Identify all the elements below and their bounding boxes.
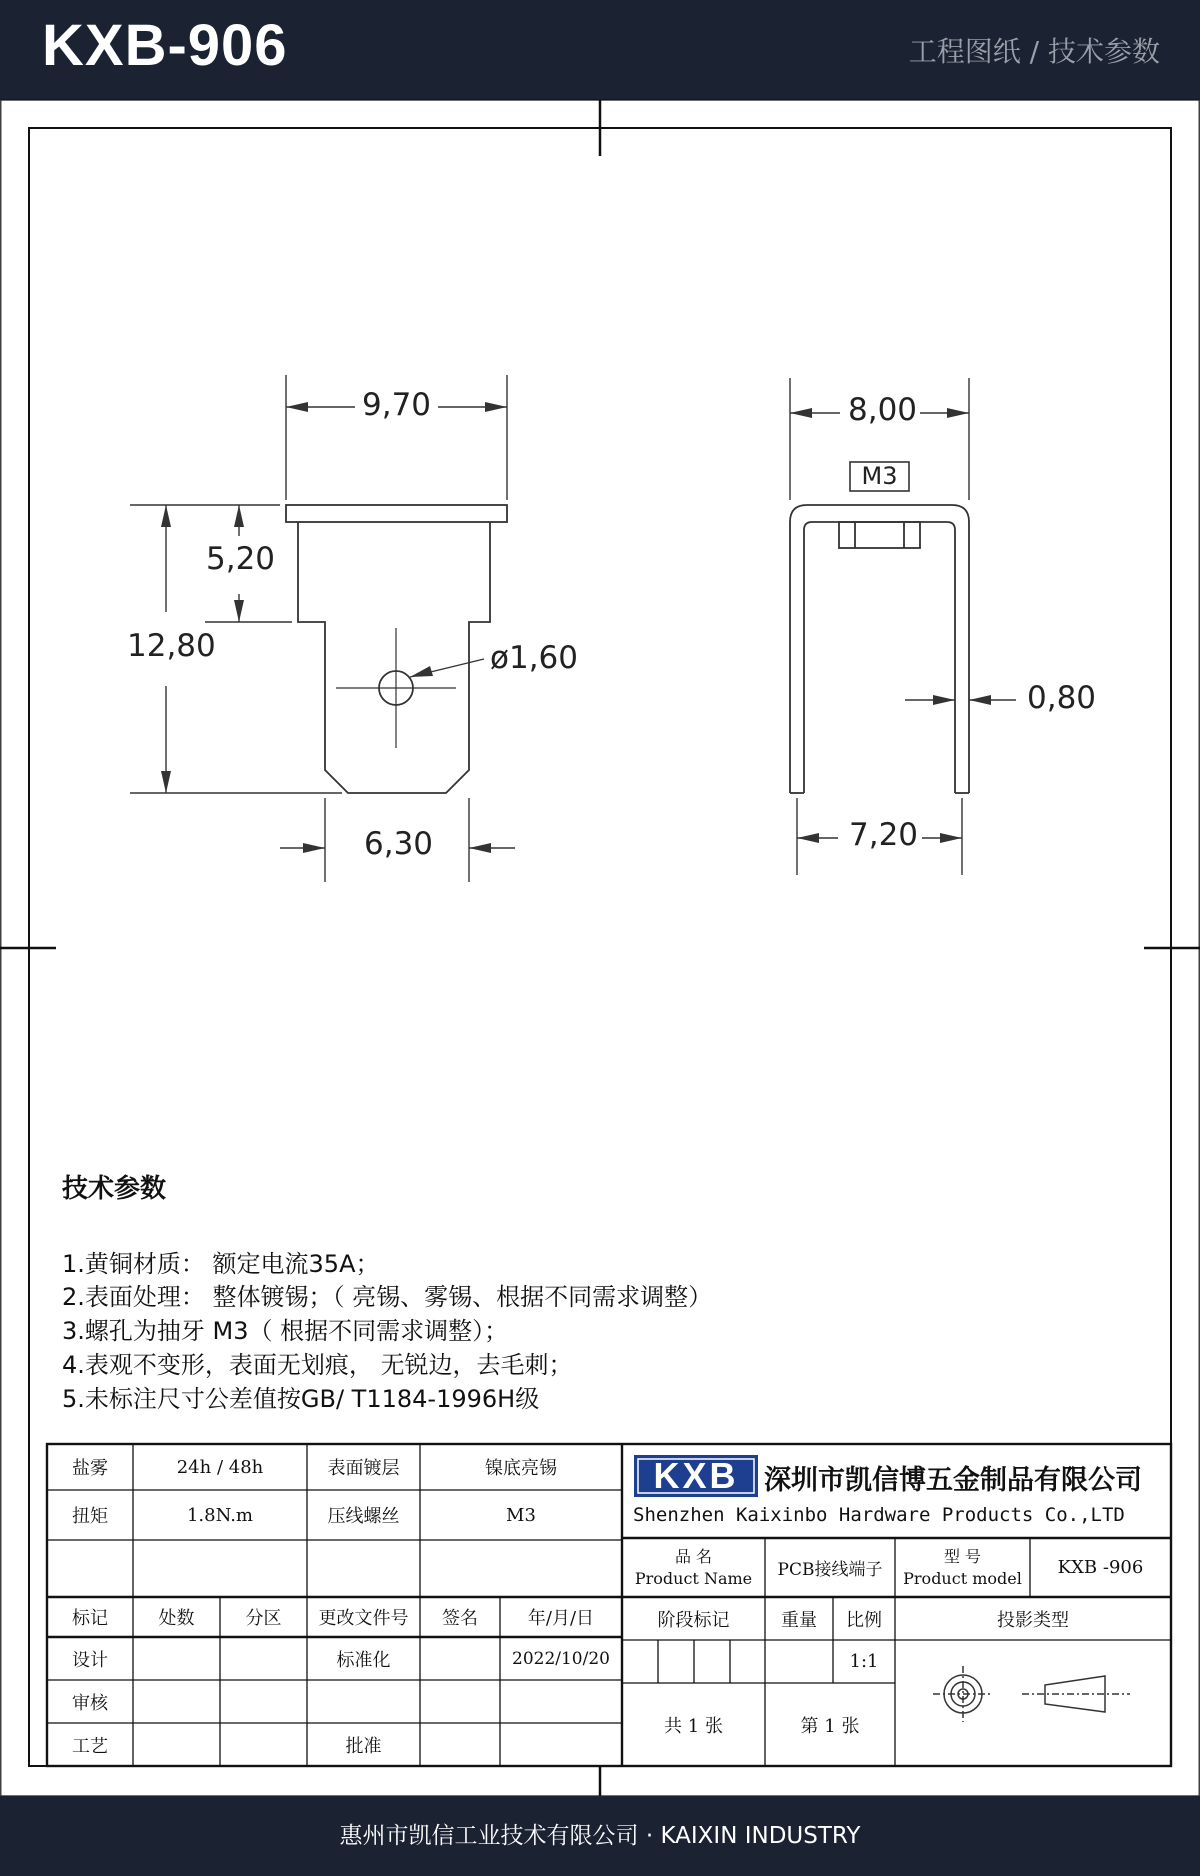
- dim-inner-width: 7,20: [849, 817, 919, 853]
- torque-label: 扭矩: [72, 1506, 108, 1527]
- design-date: 2022/10/20: [512, 1648, 610, 1669]
- product-name-label-cn: 品 名: [674, 1546, 713, 1566]
- page-subtitle: 工程图纸 / 技术参数: [908, 35, 1160, 68]
- footer-bar: [0, 1796, 1200, 1876]
- product-name-value: PCB接线端子: [777, 1560, 883, 1580]
- dim-width-bottom: 6,30: [364, 826, 434, 862]
- dim-side-width: 8,00: [848, 392, 918, 428]
- stage-label: 阶段标记: [657, 1609, 730, 1631]
- front-view: [286, 505, 507, 793]
- dim-width-top: 9,70: [362, 387, 432, 423]
- notes-heading: 技术参数: [62, 1174, 167, 1204]
- plating-value: 镍底亮锡: [485, 1458, 557, 1479]
- product-model-value: KXB -906: [1057, 1557, 1144, 1578]
- sheet-number: 第 1 张: [800, 1715, 860, 1737]
- product-model-label-en: Product model: [903, 1568, 1022, 1588]
- rev-header-mark: 标记: [72, 1608, 108, 1629]
- product-name-label: [622, 1538, 765, 1597]
- dim-hole-diameter: ø1,60: [490, 640, 578, 676]
- approve-label: 批准: [345, 1735, 382, 1757]
- page-title: KXB-906: [42, 13, 288, 78]
- torque-value: 1.8N.m: [186, 1504, 253, 1526]
- dim-thickness: 0,80: [1027, 680, 1097, 716]
- dim-screw-label: M3: [861, 462, 898, 490]
- product-model-label-cn: 型 号: [943, 1546, 982, 1566]
- projection-symbol: [933, 1666, 1130, 1722]
- process-label: 工艺: [72, 1735, 108, 1757]
- rev-header-sign: 签名: [442, 1608, 478, 1629]
- note-item: 1.黄铜材质： 额定电流35A；: [62, 1250, 380, 1278]
- product-name-label-en: Product Name: [634, 1568, 753, 1588]
- review-label: 审核: [72, 1692, 108, 1714]
- side-view-dimensions: [790, 378, 1016, 875]
- projection-label: 投影类型: [997, 1609, 1069, 1631]
- company-name-en: Shenzhen Kaixinbo Hardware Products Co.,LTD: [633, 1504, 1125, 1526]
- salt-label: 盐雾: [72, 1458, 108, 1479]
- scale-label: 比例: [846, 1609, 882, 1631]
- company-name-cn: 深圳市凯信博五金制品有限公司: [764, 1465, 1142, 1496]
- weight-label: 重量: [781, 1609, 817, 1631]
- rev-header-date: 年/月/日: [527, 1608, 595, 1629]
- note-item: 4.表观不变形，表面无划痕， 无锐边，去毛刺；: [62, 1351, 573, 1379]
- footer-text: 惠州市凯信工业技术有限公司 · KAIXIN INDUSTRY: [339, 1823, 861, 1849]
- standard-label: 标准化: [336, 1649, 391, 1671]
- plating-label: 表面镀层: [327, 1458, 400, 1479]
- screw-value: M3: [506, 1504, 536, 1526]
- rev-header-doc: 更改文件号: [318, 1608, 409, 1629]
- design-label: 设计: [72, 1649, 108, 1671]
- note-item: 2.表面处理： 整体镀锡；（ 亮锡、雾锡、根据不同需求调整）: [62, 1283, 713, 1311]
- dim-height-total: 12,80: [127, 628, 216, 664]
- side-view: [790, 462, 969, 793]
- screw-label: 压线螺丝: [327, 1506, 400, 1527]
- note-item: 5.未标注尺寸公差值按GB/ T1184-1996H级: [62, 1385, 540, 1413]
- note-item: 3.螺孔为抽牙 M3（ 根据不同需求调整）；: [62, 1317, 509, 1345]
- logo-text: KXB: [653, 1455, 739, 1496]
- scale-value: 1:1: [849, 1651, 879, 1672]
- salt-value: 24h / 48h: [176, 1456, 264, 1478]
- dim-height-tab: 5,20: [206, 541, 276, 577]
- total-sheets: 共 1 张: [664, 1715, 723, 1737]
- rev-header-count: 处数: [158, 1608, 195, 1629]
- product-model-label: [895, 1538, 1030, 1597]
- rev-header-zone: 分区: [245, 1608, 282, 1629]
